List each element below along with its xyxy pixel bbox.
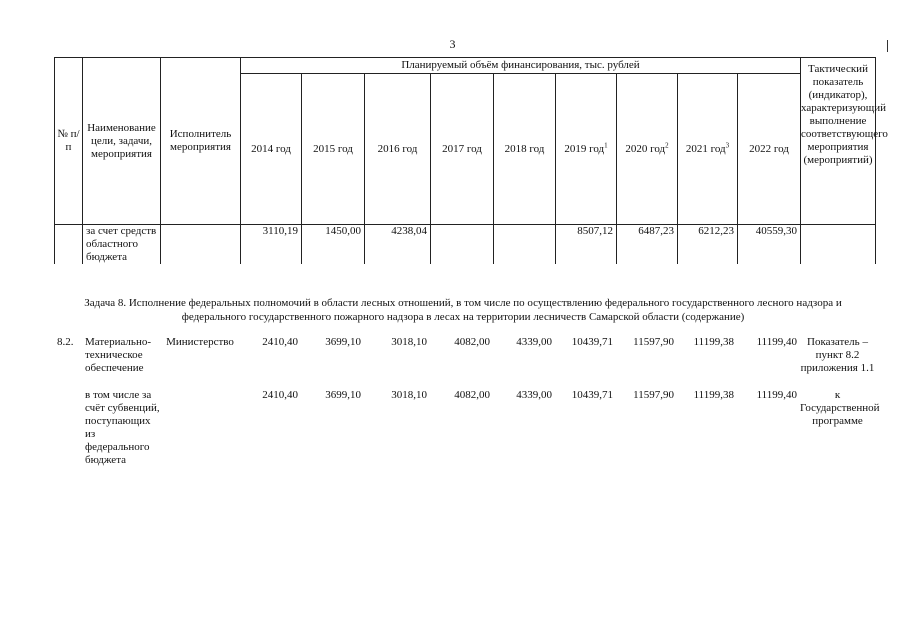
row-executor [160,389,240,467]
cell-value: 4082,00 [454,389,490,401]
row-number: 8.2. [57,336,74,348]
cell-value: 8507,12 [556,225,617,265]
table-row [54,389,875,467]
row-number [54,389,82,467]
row-executor: Министерство [166,336,234,348]
cell-value: 2410,40 [262,336,298,348]
row-name: Материально-техническое обеспечение [85,336,151,374]
cell-value: 2410,40 [262,389,298,401]
header-year: 2014 год [241,74,302,225]
cell-value: 3018,10 [391,389,427,401]
header-year: 2021 год$^3$ [678,74,738,225]
row-indicator: к Государственной программе [800,389,880,427]
header-financing: Планируемый объём финансирования, тыс. рублей [241,58,801,74]
cell-value: 4238,04 [365,225,431,265]
cell-value: 11199,40 [756,389,797,401]
row-name: за счет средств областного бюджета [83,225,161,265]
cell-value: 4339,00 [516,336,552,348]
table-row [54,336,875,375]
margin-mark [887,40,888,52]
header-year: 2018 год [494,74,556,225]
cell-value: 3699,10 [325,336,361,348]
cell-value: 6487,23 [617,225,678,265]
row-indicator: Показатель – пункт 8.2 приложения 1.1 [800,336,875,374]
header-year: 2020 год$^2$ [617,74,678,225]
cell-value: 1450,00 [302,225,365,265]
cell-value: 40559,30 [738,225,801,265]
cell-value: 11199,38 [693,336,734,348]
cell-value: 4339,00 [516,389,552,401]
cell-value [431,225,494,265]
cell-value: 11597,90 [633,336,674,348]
task-8-heading: Задача 8. Исполнение федеральных полномочий в области лесных отношений, в том числе по осуществлению федерального государственного лесного надзора и федерального государственного пожарного надзора в лесах на территории лесничеств Самарской области (содержание) [84,297,842,323]
header-year: 2016 год [365,74,431,225]
cell-value: 3018,10 [391,336,427,348]
header-indicator: Тактический показатель (индикатор), характеризующий выполнение соответствующего мероприятия (мероприятий) [801,58,876,225]
header-name: Наименование цели, задачи, мероприятия [83,58,161,225]
task-8-rows [54,336,880,467]
header-number: № п/п [55,58,83,225]
cell-value: 3110,19 [241,225,302,265]
table-row [55,225,876,265]
cell-value [494,225,556,265]
cell-value: 10439,71 [571,389,613,401]
cell-value: 6212,23 [678,225,738,265]
header-year: 2022 год [738,74,801,225]
cell-value: 11199,40 [756,336,797,348]
cell-value: 11597,90 [633,389,674,401]
cell-value: 11199,38 [693,389,734,401]
header-year: 2019 год$^1$ [556,74,617,225]
page-number: 3 [449,37,456,51]
cell-value: 3699,10 [325,389,361,401]
header-year: 2015 год [302,74,365,225]
header-executor: Исполнитель мероприятия [161,58,241,225]
financing-table [54,57,888,264]
row-name: в том числе за счёт субвенций, поступающих из федерального бюджета [85,389,160,466]
header-year: 2017 год [431,74,494,225]
cell-value: 4082,00 [454,336,490,348]
cell-value: 10439,71 [571,336,613,348]
